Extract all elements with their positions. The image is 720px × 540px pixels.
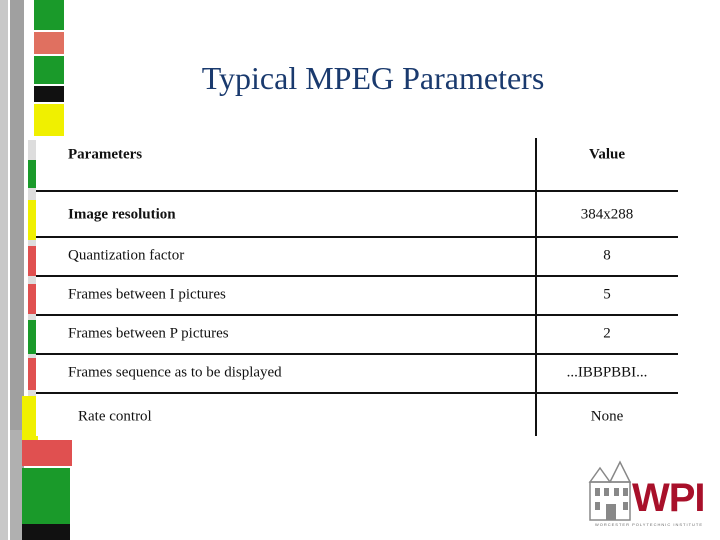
table-row xyxy=(36,315,678,353)
row-name: Frames between I pictures xyxy=(68,286,226,303)
header-value: Value xyxy=(588,146,626,163)
table-row xyxy=(36,276,678,314)
row-name: Rate control xyxy=(78,408,152,425)
row-divider xyxy=(36,190,678,192)
row-divider xyxy=(36,392,678,394)
table-header-row xyxy=(36,136,678,174)
row-name: Frames sequence as to be displayed xyxy=(68,364,282,381)
row-value: 5 xyxy=(603,286,611,303)
row-value: 2 xyxy=(603,325,611,342)
table-row xyxy=(36,237,678,275)
building-icon xyxy=(586,460,636,522)
header-parameters: Parameters xyxy=(68,146,143,163)
row-value: None xyxy=(590,408,624,425)
row-value: 384x288 xyxy=(580,206,634,223)
parameters-table xyxy=(36,136,678,436)
row-value: ...IBBPBBI... xyxy=(566,364,648,381)
wpi-wordmark: WPI xyxy=(632,476,705,520)
row-name: Image resolution xyxy=(68,206,176,223)
table-row xyxy=(36,398,678,436)
wpi-logo xyxy=(586,460,712,530)
table-row xyxy=(36,354,678,392)
row-value: 8 xyxy=(603,247,611,264)
table-row xyxy=(36,196,678,234)
row-name: Frames between P pictures xyxy=(68,325,229,342)
row-name: Quantization factor xyxy=(68,247,185,264)
page-title: Typical MPEG Parameters xyxy=(201,60,545,96)
wpi-subtitle: WORCESTER POLYTECHNIC INSTITUTE xyxy=(594,522,704,527)
